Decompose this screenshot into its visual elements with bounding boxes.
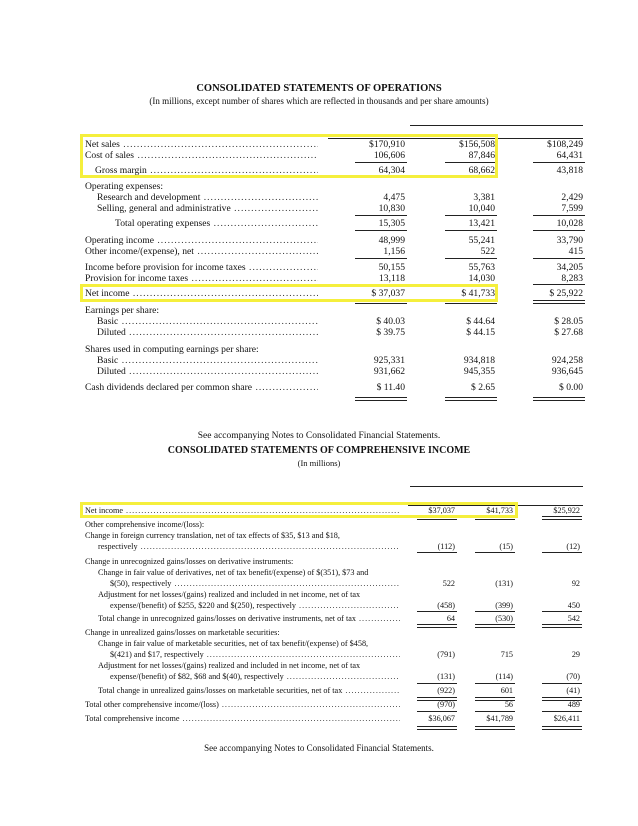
ops-row-value: 2,429	[561, 192, 583, 203]
ci-row-value: $41,733	[486, 506, 513, 515]
ops-row-value: $ 0.00	[559, 382, 583, 393]
ci-row-value: $25,922	[553, 506, 580, 515]
ops-row-value: 15,305	[378, 218, 405, 229]
ops-total-rule	[355, 230, 407, 231]
ops-total-rule	[445, 397, 497, 401]
ci-row-value: (15)	[499, 542, 513, 551]
ci-row-label: Change in unrealized gains/losses on marketable securities:	[85, 628, 280, 637]
ops-row-value: 925,331	[373, 355, 405, 366]
ci-row-value: $37,037	[428, 506, 455, 515]
ops-total-rule	[445, 215, 497, 216]
ops-total-rule	[355, 215, 407, 216]
ops-row-value: 3,381	[473, 192, 495, 203]
ops-row-value: 10,830	[378, 203, 405, 214]
ci-total-rule	[475, 683, 515, 684]
ops-row-label: Shares used in computing earnings per share:	[85, 344, 259, 355]
ops-total-rule	[533, 300, 585, 304]
ops-row-label: Gross margin .....	[95, 165, 318, 176]
ci-total-rule	[417, 697, 457, 701]
ops-total-rule	[445, 258, 497, 259]
highlight-net-income-box	[80, 284, 498, 302]
ci-row-value: 489	[567, 700, 580, 709]
ops-row-value: $ 11.40	[376, 382, 405, 393]
ops-row-value: 10,040	[468, 203, 495, 214]
ci-row-label: Total change in unrealized gains/losses on marketable securities, net of tax .....	[98, 686, 400, 695]
ops-row-value: $ 39.75	[376, 327, 405, 338]
ci-row-value: $26,411	[553, 714, 580, 723]
ci-row-value: (131)	[437, 672, 455, 681]
ci-row-label: Total other comprehensive income/(loss) .....	[85, 700, 400, 709]
ci-row-value: (970)	[437, 700, 455, 709]
ops-row-label: Cash dividends declared per common share .....	[85, 382, 318, 393]
ci-total-rule	[542, 611, 582, 612]
ops-years-rule	[410, 125, 583, 126]
ops-row-value: 64,304	[378, 165, 405, 176]
ops-row-value: 934,818	[463, 355, 495, 366]
ops-row-label: Net income .....	[85, 288, 318, 299]
ops-row-value: 87,846	[468, 150, 495, 161]
ci-row-label: Total comprehensive income .....	[85, 714, 400, 723]
ci-row-value: (112)	[437, 542, 455, 551]
ops-row-value: 55,241	[468, 235, 495, 246]
ops-row-value: $ 40.03	[376, 316, 405, 327]
ops-row-value: 936,645	[551, 366, 583, 377]
ci-row-label: $(50), respectively .....	[110, 579, 400, 588]
ops-row-label: Operating expenses:	[85, 181, 164, 192]
ci-total-rule	[542, 552, 582, 553]
ops-row-value: 50,155	[378, 262, 405, 273]
ci-row-label: Total change in unrecognized gains/losses on derivative instruments, net of tax .....	[98, 614, 400, 623]
ops-total-rule	[533, 162, 585, 163]
ci-row-value: (922)	[437, 686, 455, 695]
ops-total-rule	[445, 230, 497, 231]
ci-total-rule	[542, 683, 582, 684]
ops-row-value: 106,606	[373, 150, 405, 161]
ci-total-rule	[542, 711, 582, 712]
ops-row-label: Cost of sales .....	[85, 150, 318, 161]
ops-row-value: 55,763	[468, 262, 495, 273]
ops-row-value: 924,258	[551, 355, 583, 366]
ci-total-rule	[475, 552, 515, 553]
ops-row-value: 4,475	[383, 192, 405, 203]
ci-row-value: 29	[571, 650, 580, 659]
ci-row-value: $36,067	[428, 714, 455, 723]
ops-row-value: $ 37,037	[371, 288, 405, 299]
ops-row-label: Other income/(expense), net .....	[85, 246, 318, 257]
ops-row-label: Diluted .....	[97, 366, 318, 377]
ci-row-label: Other comprehensive income/(loss):	[85, 520, 205, 529]
ops-row-value: 14,030	[468, 273, 495, 284]
ci-row-value: 522	[442, 579, 455, 588]
ops-total-rule	[533, 215, 585, 216]
ops-row-label: Income before provision for income taxes .....	[85, 262, 318, 273]
ops-total-rule	[355, 258, 407, 259]
ops-row-label: Basic .....	[97, 316, 318, 327]
ci-row-value: (114)	[495, 672, 513, 681]
ci-row-value: 542	[567, 614, 580, 623]
ops-row-value: 48,999	[378, 235, 405, 246]
ci-years-rule	[410, 486, 583, 487]
ci-row-label: Adjustment for net losses/(gains) realized and included in net income, net of tax	[98, 661, 361, 670]
ci-total-rule	[475, 611, 515, 612]
ops-row-value: $ 2.65	[471, 382, 495, 393]
ops-title: CONSOLIDATED STATEMENTS OF OPERATIONS	[196, 83, 442, 94]
ci-row-value: (530)	[495, 614, 513, 623]
ops-row-value: $108,249	[547, 139, 583, 150]
ops-row-value: 64,431	[556, 150, 583, 161]
ops-row-value: $156,508	[459, 139, 495, 150]
ops-row-value: 68,662	[468, 165, 495, 176]
highlight-net-sales-box	[80, 134, 498, 178]
ci-row-value: (12)	[566, 542, 580, 551]
ci-row-label: Change in fair value of marketable securities, net of tax benefit/(expense) of $458,	[98, 639, 369, 648]
ci-total-rule	[417, 711, 457, 712]
ci-total-rule	[542, 697, 582, 701]
ops-subtitle: (In millions, except number of shares which are reflected in thousands and per share amounts)	[149, 96, 489, 106]
ci-row-label: $(421) and $17, respectively .....	[110, 650, 400, 659]
ci-row-label: Adjustment for net losses/(gains) realized and included in net income, net of tax	[98, 590, 361, 599]
ci-title: CONSOLIDATED STATEMENTS OF COMPREHENSIVE INCOME	[167, 445, 471, 456]
ci-total-rule	[417, 683, 457, 684]
ops-row-value: 43,818	[556, 165, 583, 176]
ops-row-value: $ 44.15	[466, 327, 495, 338]
ops-row-value: 13,421	[468, 218, 495, 229]
ops-row-label: Total operating expenses .....	[115, 218, 318, 229]
ci-total-rule	[417, 611, 457, 612]
ops-row-value: 522	[480, 246, 495, 257]
ci-row-value: (131)	[495, 579, 513, 588]
ops-row-value: 945,355	[463, 366, 495, 377]
ops-row-value: 8,283	[561, 273, 583, 284]
ci-total-rule	[475, 711, 515, 712]
ci-row-value: 64	[446, 614, 455, 623]
ops-row-label: Operating income .....	[85, 235, 318, 246]
ops-row-value: 34,205	[556, 262, 583, 273]
ci-row-value: $41,789	[486, 714, 513, 723]
ops-row-label: Diluted .....	[97, 327, 318, 338]
ci-total-rule	[475, 624, 515, 628]
ops-total-rule	[533, 230, 585, 231]
ci-total-rule	[417, 726, 457, 730]
ci-total-rule	[542, 726, 582, 730]
ci-row-value: 56	[504, 700, 513, 709]
ops-row-label: Earnings per share:	[85, 305, 160, 316]
ops-total-rule	[533, 258, 585, 259]
ci-subtitle: (In millions)	[297, 458, 341, 468]
ops-row-label: Basic .....	[97, 355, 318, 366]
ci-row-value: (399)	[495, 601, 513, 610]
ci-note: See accompanying Notes to Consolidated Financial Statements.	[204, 743, 434, 753]
ci-row-value: 450	[567, 601, 580, 610]
highlight-ci-net-income-box	[80, 502, 518, 518]
ci-row-label: Change in unrecognized gains/losses on derivative instruments:	[85, 557, 294, 566]
ci-total-rule	[417, 552, 457, 553]
ops-row-value: 33,790	[556, 235, 583, 246]
ops-total-rule	[533, 397, 585, 401]
ops-total-rule	[355, 397, 407, 401]
ci-row-value: 92	[571, 579, 580, 588]
ops-row-value: 10,028	[556, 218, 583, 229]
ops-note: See accompanying Notes to Consolidated Financial Statements.	[197, 431, 441, 441]
ci-row-label: expense/(benefit) of $255, $220 and $(250), respectively .....	[110, 601, 400, 610]
ops-row-label: Research and development .....	[97, 192, 318, 203]
ci-row-label: respectively .....	[98, 542, 400, 551]
ci-row-label: expense/(benefit) of $82, $68 and $(40), respectively .....	[110, 672, 400, 681]
ci-total-rule	[475, 697, 515, 701]
ci-row-value: 601	[500, 686, 513, 695]
ops-row-value: $ 25,922	[549, 288, 583, 299]
ops-row-value: 7,599	[561, 203, 583, 214]
ops-row-value: $ 28.05	[554, 316, 583, 327]
ops-row-label: Net sales .....	[85, 139, 318, 150]
ops-row-value: 13,118	[378, 273, 405, 284]
ops-row-value: 1,156	[383, 246, 405, 257]
ci-row-value: 715	[500, 650, 513, 659]
ci-row-label: Change in fair value of derivatives, net of tax benefit/(expense) of $(351), $73 and	[98, 568, 369, 577]
ops-row-value: 931,662	[373, 366, 405, 377]
ops-row-label: Selling, general and administrative .....	[97, 203, 318, 214]
ci-row-label: Net income .....	[85, 506, 400, 515]
ci-row-value: (70)	[566, 672, 580, 681]
ops-row-label: Provision for income taxes .....	[85, 273, 318, 284]
ops-row-value: $ 44.64	[466, 316, 495, 327]
ci-row-value: (791)	[437, 650, 455, 659]
ci-total-rule	[542, 516, 582, 520]
ci-row-label: Change in foreign currency translation, net of tax effects of $35, $13 and $18,	[85, 531, 340, 540]
ci-total-rule	[542, 624, 582, 628]
ops-row-value: $ 41,733	[461, 288, 495, 299]
ci-total-rule	[475, 726, 515, 730]
ops-row-value: 415	[568, 246, 583, 257]
ci-row-value: (458)	[437, 601, 455, 610]
ops-row-value: $ 27.68	[554, 327, 583, 338]
ops-total-rule	[533, 284, 585, 285]
ci-row-value: (41)	[566, 686, 580, 695]
ci-total-rule	[417, 624, 457, 628]
ops-row-value: $170,910	[369, 139, 405, 150]
